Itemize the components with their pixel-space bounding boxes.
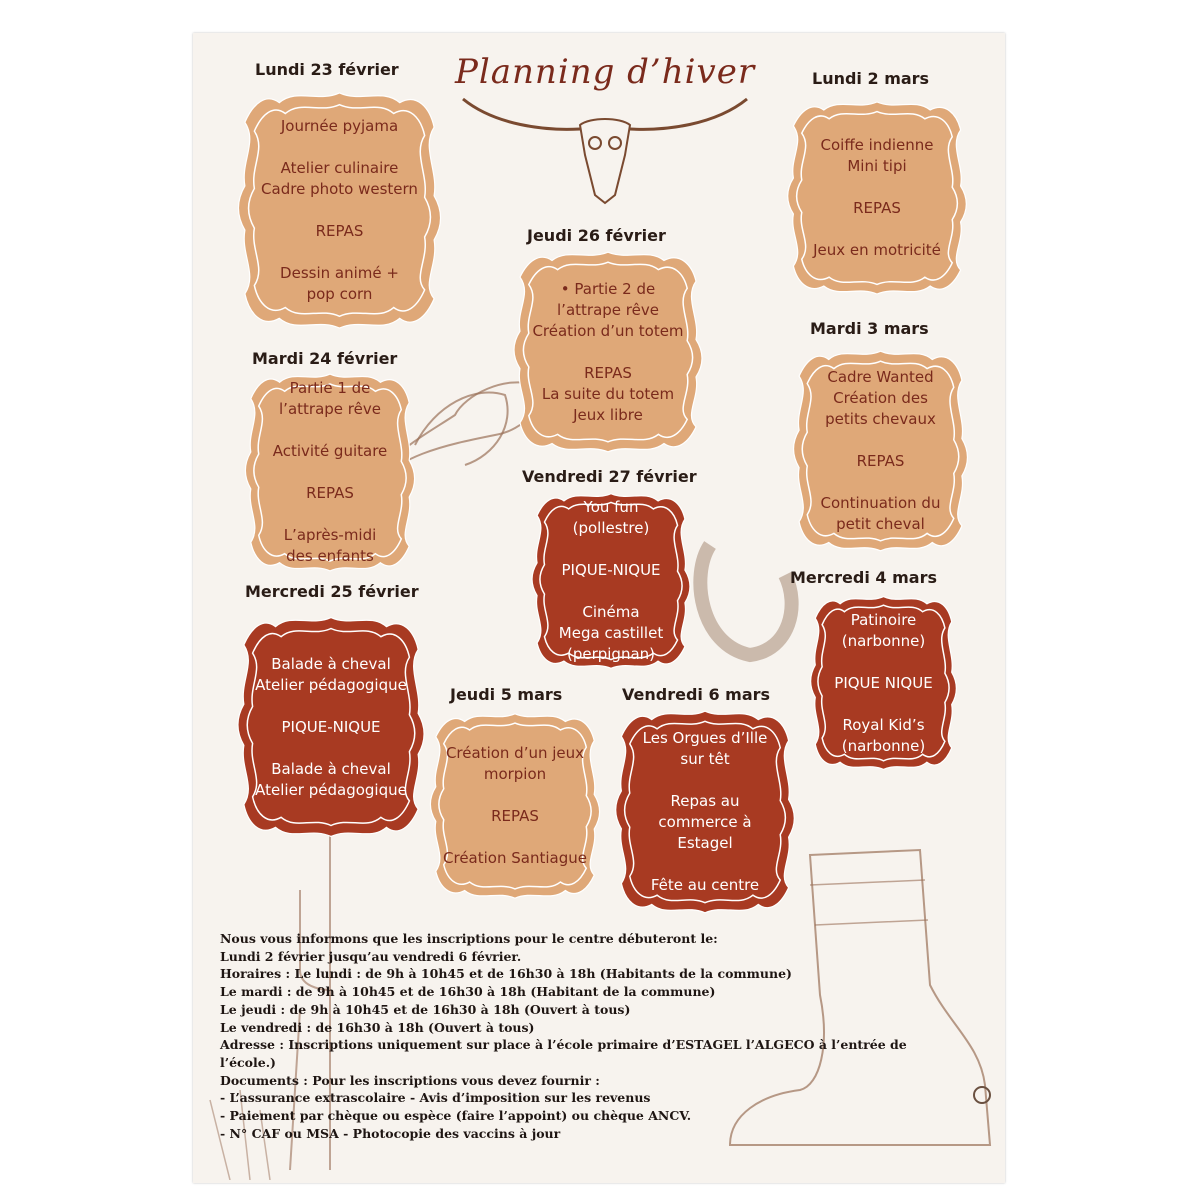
activity-line: REPAS — [856, 452, 905, 470]
activity-line: Activité guitare — [272, 442, 388, 460]
activity-line: Jeux en motricité — [813, 241, 941, 259]
card-text — [610, 707, 800, 917]
registration-info — [220, 930, 980, 1142]
activity-line: Patinoire — [850, 610, 917, 629]
activity-card-mardi-3 — [788, 347, 973, 555]
activity-line: Repas au — [670, 792, 740, 810]
activity-line: petit cheval — [836, 515, 925, 533]
activity-line: Partie 1 de — [289, 379, 371, 397]
info-line: Horaires : Le lundi : de 9h à 10h45 et de 16h30 à 18h (Habitants de la commune) — [220, 966, 792, 982]
activity-line: Estagel — [677, 834, 733, 852]
card-text — [240, 370, 420, 575]
card-text — [232, 88, 447, 333]
activity-line: pop corn — [306, 285, 373, 303]
activity-line: REPAS — [306, 484, 354, 502]
card-text — [508, 248, 708, 456]
day-heading-mercredi-4: Mercredi 4 mars — [790, 568, 937, 587]
activity-line: Atelier culinaire — [280, 159, 399, 177]
day-heading-jeudi-26: Jeudi 26 février — [527, 226, 666, 245]
activity-card-vendredi-6 — [610, 707, 800, 917]
activity-line: l’attrape rêve — [279, 400, 381, 418]
activity-card-jeudi-26 — [508, 248, 708, 456]
activity-line: Cinéma — [582, 603, 640, 621]
card-text — [782, 98, 972, 298]
activity-line: PIQUE-NIQUE — [561, 561, 661, 579]
day-heading-jeudi-5: Jeudi 5 mars — [450, 685, 563, 704]
activity-line: l’attrape rêve — [557, 300, 659, 319]
activity-line: Coiffe indienne — [820, 136, 934, 154]
horseshoe-icon — [690, 535, 800, 665]
info-line: Le mardi : de 9h à 10h45 et de 16h30 à 18h (Habitant de la commune) — [220, 984, 716, 1000]
bull-skull-icon — [455, 95, 755, 210]
activity-line: La suite du totem — [541, 384, 675, 403]
card-text — [806, 593, 961, 773]
activity-line: Création d’un totem — [532, 321, 684, 340]
info-line: - Paiement par chèque ou espèce (faire l’appoint) ou chèque ANCV. — [220, 1108, 692, 1124]
activity-line: morpion — [483, 765, 547, 783]
info-line: - N° CAF ou MSA - Photocopie des vaccins à jour — [220, 1125, 561, 1141]
info-line: Adresse : Inscriptions uniquement sur place à l’école primaire d’ESTAGEL l’ALGECO à l’entrée de — [220, 1037, 907, 1053]
card-text — [232, 613, 430, 841]
activity-line: Cadre Wanted — [827, 368, 934, 386]
activity-line: (perpignan) — [566, 645, 656, 663]
activity-line: (pollestre) — [572, 519, 650, 537]
activity-card-lundi-23 — [232, 88, 447, 333]
activity-line: REPAS — [491, 807, 539, 825]
activity-line: You fun — [583, 498, 639, 516]
card-text — [788, 347, 973, 555]
day-heading-lundi-2: Lundi 2 mars — [812, 69, 930, 88]
activity-line: Atelier pédagogique — [255, 675, 407, 694]
activity-line: PIQUE-NIQUE — [281, 717, 381, 736]
page-title: Planning d’hiver — [455, 52, 756, 92]
activity-line: REPAS — [315, 222, 364, 240]
info-line: Le vendredi : de 16h30 à 18h (Ouvert à tous) — [220, 1019, 535, 1035]
activity-line: REPAS — [853, 199, 901, 217]
info-line: - L’assurance extrascolaire - Avis d’imposition sur les revenus — [220, 1090, 651, 1106]
activity-card-lundi-2 — [782, 98, 972, 298]
activity-card-mercredi-25 — [232, 613, 430, 841]
day-heading-vendredi-6: Vendredi 6 mars — [622, 685, 771, 704]
card-text — [527, 490, 695, 672]
activity-line: Fête au centre — [650, 876, 760, 894]
activity-line: (narbonne) — [841, 736, 926, 755]
activity-line: Les Orgues d’Ille — [642, 729, 768, 747]
activity-line: Balade à cheval — [271, 759, 391, 778]
activity-line: L’après-midi — [283, 526, 377, 544]
activity-line: Jeux libre — [573, 405, 643, 424]
info-line: Documents : Pour les inscriptions vous devez fournir : — [220, 1072, 600, 1088]
day-heading-mercredi-25: Mercredi 25 février — [245, 582, 419, 601]
activity-line: Balade à cheval — [271, 654, 391, 673]
activity-line: Continuation du — [820, 494, 941, 512]
activity-line: des enfants — [286, 547, 374, 565]
activity-card-jeudi-5 — [425, 710, 605, 902]
activity-line: Mini tipi — [847, 157, 907, 175]
activity-line: PIQUE NIQUE — [834, 673, 933, 692]
activity-line: sur têt — [680, 750, 730, 768]
activity-line: Création Santiague — [443, 849, 587, 867]
info-line: Lundi 2 février jusqu’au vendredi 6 février. — [220, 948, 522, 964]
info-line: Le jeudi : de 9h à 10h45 et de 16h30 à 18h (Ouvert à tous) — [220, 1001, 631, 1017]
card-text — [425, 710, 605, 902]
activity-line: Dessin animé + — [280, 264, 399, 282]
activity-line: Création des — [833, 389, 928, 407]
activity-card-vendredi-27 — [527, 490, 695, 672]
info-line: Nous vous informons que les inscriptions pour le centre débuteront le: — [220, 931, 718, 946]
activity-line: REPAS — [584, 363, 632, 382]
activity-line: Création d’un jeux — [445, 744, 585, 762]
day-heading-mardi-3: Mardi 3 mars — [810, 319, 929, 338]
activity-line: petits chevaux — [825, 410, 936, 428]
activity-line: Atelier pédagogique — [255, 780, 407, 799]
activity-line: commerce à — [658, 813, 752, 831]
activity-line: Royal Kid’s — [842, 715, 925, 734]
day-heading-vendredi-27: Vendredi 27 février — [522, 467, 697, 486]
activity-line: (narbonne) — [841, 631, 926, 650]
activity-line: • Partie 2 de — [560, 279, 656, 298]
activity-card-mercredi-4 — [806, 593, 961, 773]
activity-line: Journée pyjama — [280, 117, 399, 135]
day-heading-lundi-23: Lundi 23 février — [255, 60, 399, 79]
activity-line: Cadre photo western — [261, 180, 418, 198]
activity-line: Mega castillet — [558, 624, 664, 642]
info-line: l’école.) — [220, 1054, 276, 1070]
activity-card-mardi-24 — [240, 370, 420, 575]
day-heading-mardi-24: Mardi 24 février — [252, 349, 398, 368]
